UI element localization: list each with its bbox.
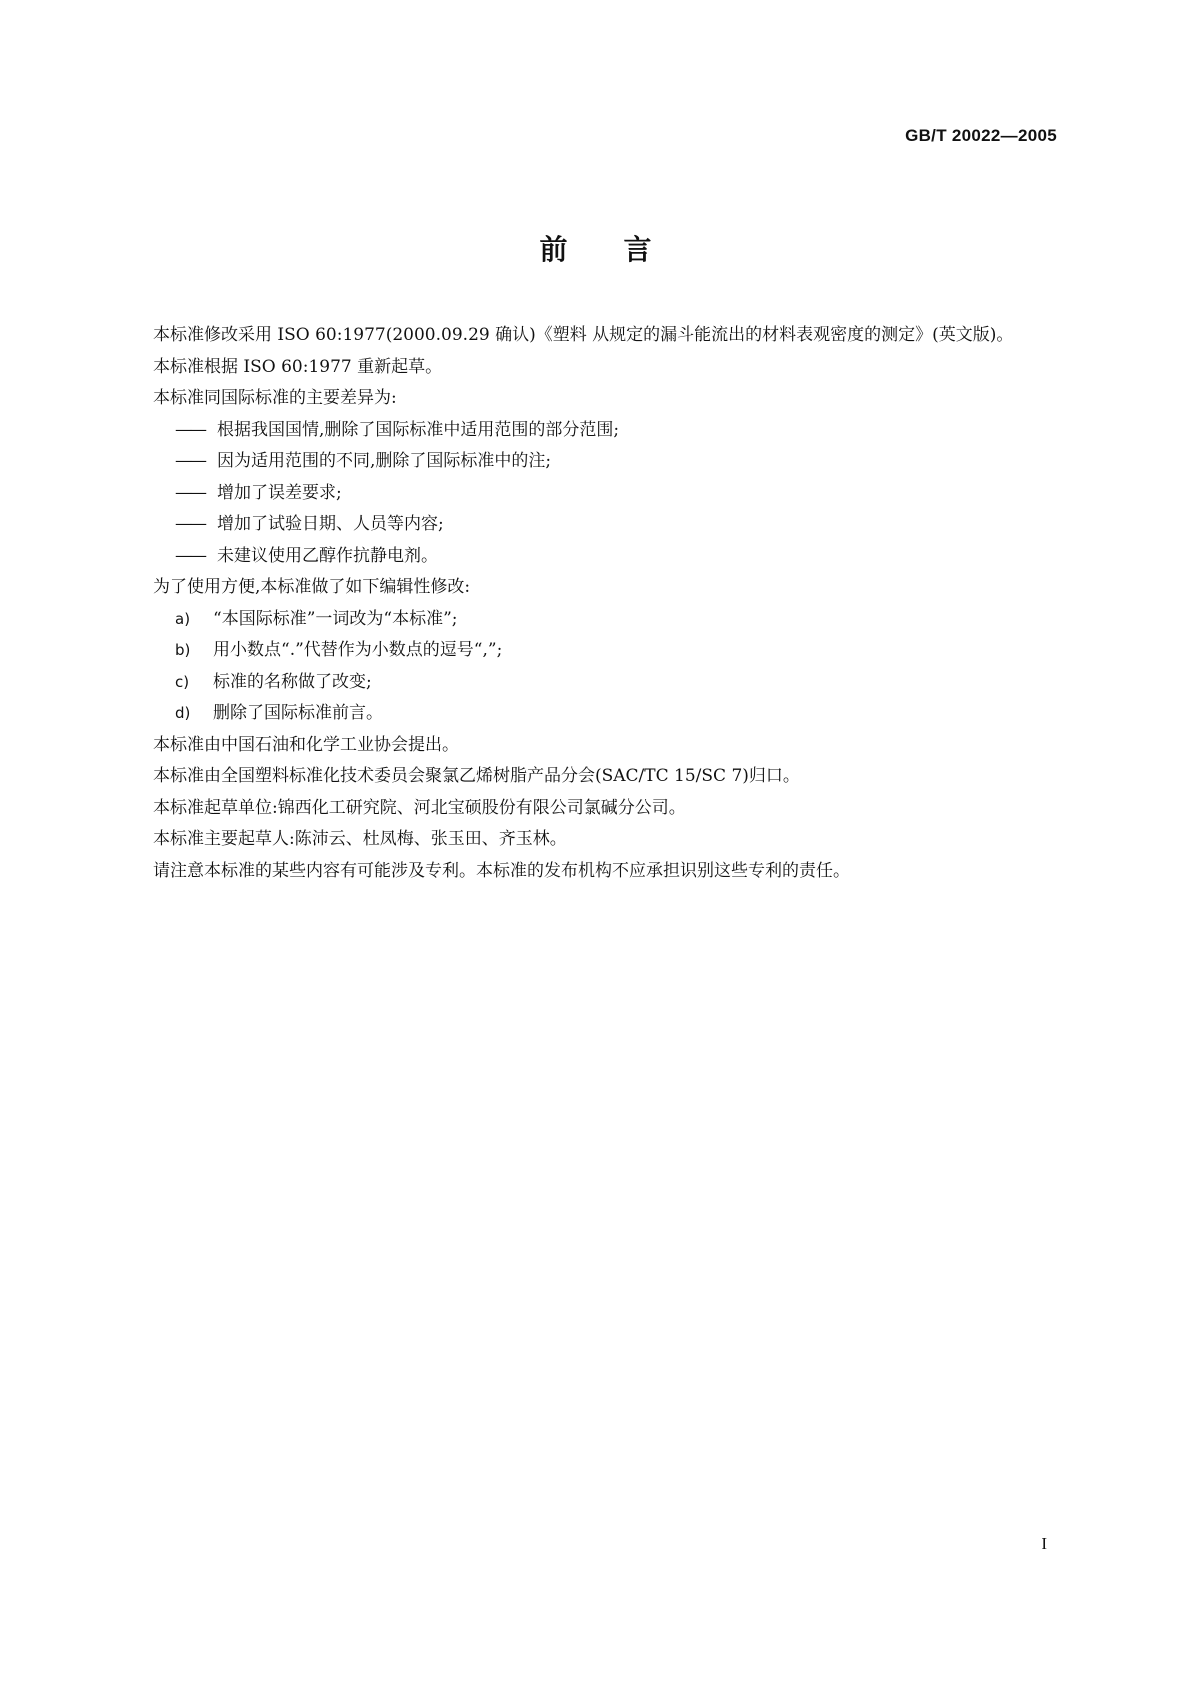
dash-marker: —— <box>175 482 205 503</box>
paragraph-drafters: 本标准主要起草人:陈沛云、杜凤梅、张玉田、齐玉林。 <box>153 829 567 849</box>
difference-text: 未建议使用乙醇作抗静电剂。 <box>217 545 438 566</box>
dash-marker: —— <box>175 419 205 440</box>
difference-text: 根据我国国情,删除了国际标准中适用范围的部分范围; <box>217 419 620 440</box>
paragraph-proposer: 本标准由中国石油和化学工业协会提出。 <box>153 734 459 755</box>
edit-item <box>119 667 1059 699</box>
paragraph-adoption: 本标准修改采用 ISO 60:1977(2000.09.29 确认)《塑料 从规定的漏斗能流出的材料表观密度的测定》(英文版)。 <box>153 325 1014 345</box>
edit-text: 用小数点“.”代替作为小数点的逗号“,”; <box>213 640 503 660</box>
difference-text: 增加了试验日期、人员等内容; <box>217 514 444 534</box>
edit-text: “本国际标准”一词改为“本标准”; <box>213 608 458 629</box>
difference-text: 增加了误差要求; <box>217 482 342 503</box>
edit-item <box>119 604 1059 636</box>
edit-item <box>119 698 1059 730</box>
list-marker: c) <box>175 672 190 691</box>
paragraph-drafting-units: 本标准起草单位:锦西化工研究院、河北宝硕股份有限公司氯碱分公司。 <box>153 797 686 818</box>
foreword-body <box>119 320 1059 887</box>
paragraph-patent-notice: 请注意本标准的某些内容有可能涉及专利。本标准的发布机构不应承担识别这些专利的责任。 <box>153 860 850 881</box>
standard-number: GB/T 20022—2005 <box>905 126 1057 145</box>
difference-item <box>119 446 1059 478</box>
dash-marker: —— <box>175 451 205 471</box>
difference-item <box>119 478 1059 510</box>
paragraph-redrafted: 本标准根据 ISO 60:1977 重新起草。 <box>153 356 443 377</box>
list-marker: a) <box>175 609 191 628</box>
difference-item <box>119 509 1059 541</box>
edit-text: 删除了国际标准前言。 <box>213 703 383 723</box>
page-number: I <box>1041 1534 1047 1553</box>
difference-text: 因为适用范围的不同,删除了国际标准中的注; <box>217 451 552 471</box>
dash-marker: —— <box>175 514 205 534</box>
paragraph-edits-intro: 为了使用方便,本标准做了如下编辑性修改: <box>153 577 471 597</box>
difference-item <box>119 415 1059 447</box>
difference-item <box>119 541 1059 573</box>
paragraph-centralized: 本标准由全国塑料标准化技术委员会聚氯乙烯树脂产品分会(SAC/TC 15/SC 7)归口。 <box>153 766 800 786</box>
page-title: 前言 <box>539 233 708 266</box>
list-marker: b) <box>175 641 191 659</box>
edit-item <box>119 635 1059 667</box>
edit-text: 标准的名称做了改变; <box>213 671 372 692</box>
list-marker: d) <box>175 704 191 722</box>
dash-marker: —— <box>175 545 205 566</box>
paragraph-differences-intro: 本标准同国际标准的主要差异为: <box>153 388 397 408</box>
